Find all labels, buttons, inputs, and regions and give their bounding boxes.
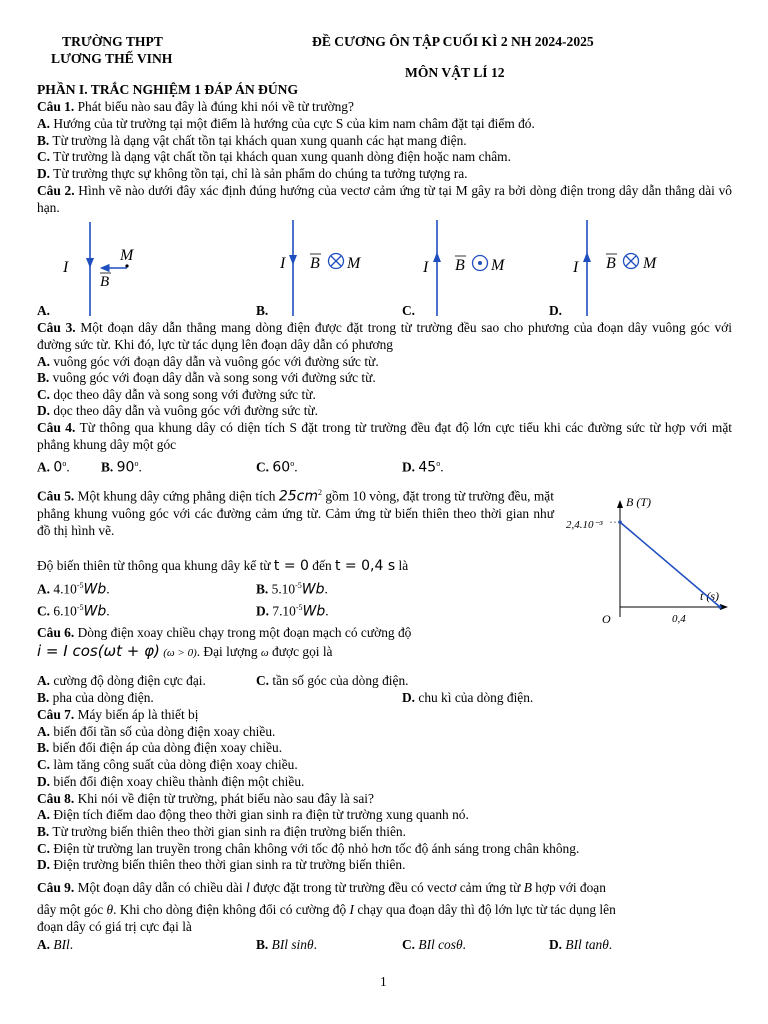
degree-sign: o (290, 459, 295, 468)
q9-field-symbol: B (523, 880, 532, 895)
q4-label: Câu 4. (37, 420, 76, 435)
fig-c-point-label: M (491, 257, 505, 274)
option-letter: A. (37, 807, 51, 822)
option-letter: C. (256, 459, 270, 475)
option-text: Từ trường thực sự không tồn tại, chỉ là sản phẩm do chúng ta tưởng tượng ra. (50, 166, 468, 181)
option-mantissa: 7.10 (272, 603, 296, 619)
option-letter: C. (37, 149, 51, 164)
option-letter: B. (37, 824, 50, 839)
q5-area-exp: 2 (317, 488, 322, 497)
page-number: 1 (380, 974, 387, 989)
q6-option-d (402, 690, 533, 706)
option-text: vuông góc với đoạn dây dẫn và vuông góc với đường sức từ. (50, 354, 379, 369)
fig-c-current-label: I (423, 259, 429, 276)
option-value: 90 (116, 459, 135, 476)
q5-graph (560, 490, 740, 630)
q4-option-b: B. 90$^o$. (101, 459, 142, 476)
q9-text1: Một đoạn dây dẫn có chiều dài (74, 880, 247, 895)
option-letter: B. (101, 459, 114, 475)
option-text: BIl cosθ (418, 937, 463, 952)
q9-length-symbol: l (246, 880, 250, 895)
option-mantissa: 5.10 (271, 581, 296, 597)
q9-text5: . Khi cho dòng điện không đổi có cường độ (113, 902, 350, 917)
option-text: biến đổi tần số của dòng điện xoay chiều. (50, 724, 276, 739)
fig-d-field-label: B (606, 255, 616, 272)
option-text: Từ trường là dạng vật chất tồn tại khách quan xung quanh các hạt mang điện. (49, 133, 467, 148)
question-9-line3 (37, 919, 732, 936)
option-letter: D. (402, 690, 416, 705)
q5-q-mid: đến (308, 558, 335, 573)
option-text: Điện tích điểm dao động theo thời gian sinh ra điện từ trường xung quanh nó. (50, 807, 469, 822)
q3-label: Câu 3. (37, 320, 76, 335)
option-letter: A. (37, 581, 51, 597)
option-mantissa: 6.10 (53, 603, 77, 619)
option-value: 0 (53, 459, 63, 476)
q2-option-b: B. (256, 303, 269, 318)
q6-option-a (37, 673, 206, 689)
option-letter: D. (549, 937, 563, 952)
option-letter: C. (402, 937, 416, 952)
q3-option-a (37, 354, 732, 371)
q8-option-c (37, 841, 732, 858)
option-text: biến đổi điện áp của dòng điện xoay chiều. (49, 740, 283, 755)
option-mantissa: 4.10 (53, 581, 77, 597)
option-letter: B. (37, 370, 50, 385)
q5-t1: t = 0,4 s (334, 558, 396, 574)
subject-title: MÔN VẬT LÍ 12 (405, 65, 505, 80)
question-4 (37, 420, 732, 453)
question-8 (37, 791, 732, 808)
option-letter: D. (402, 459, 416, 475)
y-axis-label: B (T) (626, 495, 651, 509)
option-text: pha của dòng điện. (49, 690, 154, 705)
fig-d-point-label: M (643, 255, 657, 272)
origin-label: O (602, 612, 611, 626)
fig-b-current-label: I (280, 255, 286, 272)
option-text: Hướng của từ trường tại một điểm là hướng của cực S của kim nam châm đặt tại điểm đó. (50, 116, 535, 131)
q5-option-a: A. $4.10^{-5}Wb$. (37, 581, 110, 598)
option-letter: C. (256, 673, 270, 688)
q6-option-b (37, 690, 154, 706)
section-title: PHẦN I. TRẮC NGHIỆM 1 ĐÁP ÁN ĐÚNG (37, 82, 299, 97)
question-9-line2 (37, 902, 732, 919)
q5-text-post: gồm 10 vòng, đặt trong từ trường đều, mặt phẳng khung vuông góc với các đường cảm ứng từ. Cảm ứng từ biến thiên theo thời gian như đồ thị hình vẽ. (37, 488, 554, 539)
option-text: dọc theo dây dẫn và song song với đường sức từ. (50, 387, 316, 402)
q7-option-b (37, 740, 732, 757)
q1-label: Câu 1. (37, 99, 75, 114)
x-tick-label: 0,4 (672, 613, 686, 625)
option-letter: D. (37, 774, 51, 789)
option-text: Điện từ trường lan truyền trong chân không với tốc độ nhỏ hơn tốc độ ánh sáng trong chân không. (50, 841, 580, 856)
q2-option-c: C. (402, 303, 416, 318)
option-letter: B. (37, 690, 50, 705)
option-letter: A. (37, 354, 51, 369)
degree-sign: o (436, 459, 441, 468)
question-5 (37, 484, 554, 539)
q5-option-c: C. $6.10^{-5}Wb$. (37, 603, 110, 620)
q7-option-a (37, 724, 732, 741)
q2-label: Câu 2. (37, 183, 75, 198)
option-exp: -5 (295, 581, 302, 590)
q8-label: Câu 8. (37, 791, 75, 806)
q4-option-c: C. 60$^o$. (256, 459, 298, 476)
q6-text: Dòng điện xoay chiều chạy trong một đoạn mạch có cường độ (74, 625, 412, 640)
q2-option-a: A. (37, 303, 51, 318)
fig-b-point-label: M (347, 255, 361, 272)
option-letter: A. (37, 673, 51, 688)
q5-area: 25cm (278, 488, 318, 505)
q6-omega: ω (260, 647, 269, 659)
option-text: chu kì của dòng điện. (415, 690, 534, 705)
option-text: BIl tanθ (565, 937, 609, 952)
option-exp: -5 (76, 581, 84, 590)
q5-option-d: D. $7.10^{-5}Wb$. (256, 603, 329, 620)
q5-q-pre: Độ biến thiên từ thông qua khung dây kể từ (37, 558, 274, 573)
q3-text: Một đoạn dây dẫn thẳng mang dòng điện được đặt trong từ trường đều sao cho phương của đoạn dây vuông góc với đường sức từ. Khi đó, lực từ tác dụng lên đoạn dây dẫn có phương (37, 320, 732, 352)
option-unit: Wb (301, 581, 325, 598)
q9-text6: chạy qua đoạn dây thì độ lớn lực từ tác dụng lên (353, 902, 616, 917)
fig-b-field-label: B (310, 255, 320, 272)
q9-current-symbol: I (349, 902, 354, 917)
q7-text: Máy biến áp là thiết bị (74, 707, 199, 722)
option-text: dọc theo dây dẫn và vuông góc với đường sức từ. (50, 403, 319, 418)
option-text: Từ trường là dạng vật chất tồn tại khách quan xung quanh dòng điện hoặc nam châm. (50, 149, 511, 164)
option-letter: D. (37, 166, 51, 181)
q9-text7: đoạn dây có giá trị cực đại là (37, 919, 192, 934)
q4-option-a: A. 0$^o$. (37, 459, 70, 476)
option-text: vuông góc với đoạn dây dẫn và song song với đường sức từ. (49, 370, 376, 385)
q9-option-b: B. BIl sinθ. (256, 937, 317, 952)
q2-option-d: D. (549, 303, 563, 318)
question-6 (37, 625, 554, 641)
option-letter: C. (37, 757, 51, 772)
option-letter: B. (256, 581, 269, 597)
q9-text3: hợp với đoạn (531, 880, 606, 895)
option-letter: D. (37, 857, 51, 872)
q6-text2: . Đại lượng (196, 644, 261, 659)
q7-option-c (37, 757, 732, 774)
degree-sign: o (134, 459, 139, 468)
school-name-line1: TRƯỜNG THPT (62, 34, 163, 49)
y-tick-label: 2,4.10⁻³ (566, 519, 603, 531)
fig-a-current-label: I (63, 259, 69, 276)
option-value: 45 (418, 459, 437, 476)
q6-label: Câu 6. (37, 625, 75, 640)
q5-option-b: B. $5.10^{-5}Wb$. (256, 581, 328, 598)
q9-option-d: D. BIl tanθ. (549, 937, 613, 952)
q5-t0: t = 0 (273, 558, 309, 574)
q6-condition: (ω > 0) (163, 647, 197, 659)
q8-text: Khi nói về điện từ trường, phát biểu nào sau đây là sai? (74, 791, 374, 806)
option-unit: Wb (83, 603, 107, 620)
option-letter: C. (37, 841, 51, 856)
q9-option-a: A. BIl. (37, 937, 74, 952)
option-letter: B. (256, 937, 269, 952)
option-text: Từ trường biến thiên theo thời gian sinh ra điện trường biến thiên. (49, 824, 406, 839)
q5-question (37, 558, 408, 574)
exam-title: ĐỀ CƯƠNG ÔN TẬP CUỐI KÌ 2 NH 2024-2025 (312, 34, 594, 49)
q9-option-c: C. BIl cosθ. (402, 937, 466, 952)
option-text: BIl (53, 937, 70, 952)
q3-option-b (37, 370, 732, 387)
question-3 (37, 320, 732, 353)
q6-text3: được gọi là (268, 644, 333, 659)
question-7 (37, 707, 732, 724)
option-letter: A. (37, 116, 51, 131)
q8-option-d (37, 857, 732, 874)
option-letter: A. (37, 459, 51, 475)
option-exp: -5 (76, 603, 84, 612)
fig-a-point-label: M (120, 247, 134, 264)
y-axis-arrow (617, 500, 623, 508)
q6-option-c (256, 673, 408, 689)
option-letter: C. (37, 603, 51, 619)
fig-a-field-label: B (100, 274, 110, 290)
q5-q-post: là (395, 558, 409, 573)
question-9-line1 (37, 880, 732, 897)
option-text: làm tăng công suất của dòng điện xoay chiều. (50, 757, 298, 772)
option-unit: Wb (302, 603, 326, 620)
option-letter: D. (37, 403, 51, 418)
q6-formula: i = I cos(ωt + φ) (37, 642, 160, 660)
q5-label: Câu 5. (37, 488, 75, 504)
option-text: BIl sinθ (271, 937, 314, 952)
option-letter: B. (37, 740, 50, 755)
q1-text: Phát biểu nào sau đây là đúng khi nói về từ trường? (74, 99, 354, 114)
q8-option-b (37, 824, 732, 841)
option-exp: -5 (295, 603, 303, 612)
q7-label: Câu 7. (37, 707, 75, 722)
option-text: tần số góc của dòng điện. (269, 673, 409, 688)
q5-text-pre: Một khung dây cứng phẳng diện tích (74, 488, 279, 504)
fig-c-field-label: B (455, 257, 465, 274)
q4-text: Từ thông qua khung dây có diện tích S đặt trong từ trường đều đạt độ lớn cực tiểu khi các đường sức từ hợp với mặt phẳng khung dây một góc (37, 420, 732, 452)
q4-option-d: D. 45$^o$. (402, 459, 444, 476)
option-letter: B. (37, 133, 50, 148)
option-letter: D. (256, 603, 270, 619)
option-letter: C. (37, 387, 51, 402)
option-unit: Wb (83, 581, 107, 598)
q8-option-a (37, 807, 732, 824)
q9-theta: θ (106, 902, 114, 917)
q3-option-c (37, 387, 732, 404)
option-letter: A. (37, 724, 51, 739)
option-text: biến đổi điện xoay chiều thành điện một chiều. (50, 774, 305, 789)
option-letter: A. (37, 937, 51, 952)
q2-figures (0, 0, 768, 330)
option-text: Điện trường biến thiên theo thời gian sinh ra từ trường biến thiên. (50, 857, 406, 872)
q9-text2: được đặt trong từ trường đều có vectơ cảm ứng từ (249, 880, 524, 895)
data-point-end (718, 605, 722, 609)
q7-option-d (37, 774, 732, 791)
q9-label: Câu 9. (37, 880, 75, 895)
degree-sign: o (62, 459, 67, 468)
b-vs-t-line (620, 522, 720, 607)
q9-text4: dây một góc (37, 902, 107, 917)
x-axis-label: t (s) (700, 589, 719, 603)
school-name-line2: LƯƠNG THẾ VINH (51, 51, 173, 66)
q3-option-d (37, 403, 732, 420)
option-text: cường độ dòng điện cực đại. (50, 673, 206, 688)
option-value: 60 (272, 459, 291, 476)
q2-text: Hình vẽ nào dưới đây xác định đúng hướng của vectơ cảm ứng từ tại M gây ra bởi dòng điện trong dây dẫn thẳng dài vô hạn. (37, 183, 732, 215)
q6-formula-line (37, 642, 333, 660)
fig-d-current-label: I (573, 259, 579, 276)
